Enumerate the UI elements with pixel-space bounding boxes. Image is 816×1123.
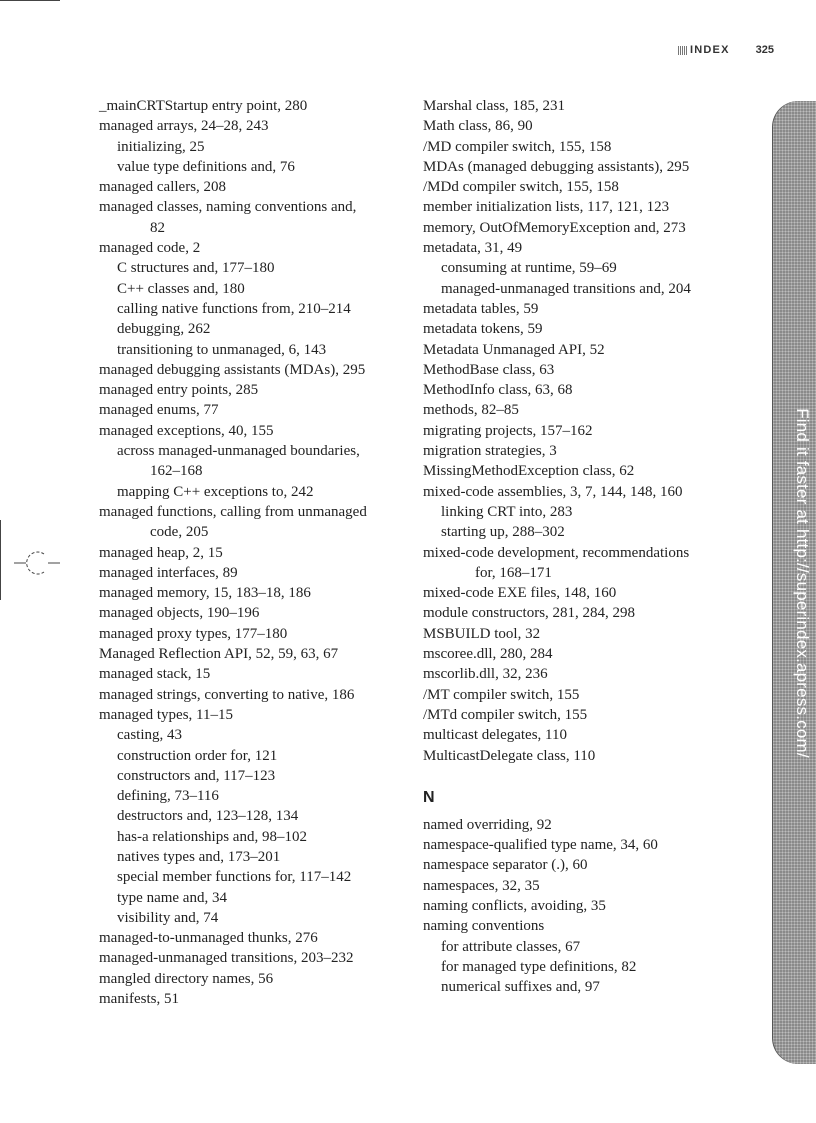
index-entry: transitioning to unmanaged, 6, 143 — [117, 341, 327, 358]
index-entry: debugging, 262 — [117, 321, 211, 338]
index-entry: 162–168 — [150, 463, 203, 480]
index-entry: type name and, 34 — [117, 889, 227, 906]
index-entry: _mainCRTStartup entry point, 280 — [99, 98, 308, 114]
index-entry: 82 — [150, 219, 165, 236]
index-entry: managed-unmanaged transitions, 203–232 — [99, 950, 354, 967]
index-entry: multicast delegates, 110 — [423, 727, 567, 744]
index-entry: constructors and, 117–123 — [117, 767, 276, 784]
index-entry: MulticastDelegate class, 110 — [423, 747, 596, 764]
index-entry: migrating projects, 157–162 — [423, 422, 593, 439]
index-entry: MethodInfo class, 63, 68 — [423, 382, 573, 399]
index-entry: memory, OutOfMemoryException and, 273 — [423, 219, 686, 236]
index-entry: for attribute classes, 67 — [441, 938, 581, 955]
index-entry: Math class, 86, 90 — [423, 118, 533, 135]
index-entry: mscoree.dll, 280, 284 — [423, 646, 553, 663]
page-number: 325 — [755, 44, 774, 56]
running-header — [678, 44, 774, 56]
index-entry: has-a relationships and, 98–102 — [117, 828, 307, 845]
crop-mark-left — [0, 520, 1, 600]
index-entry: visibility and, 74 — [117, 909, 219, 926]
index-entry: migration strategies, 3 — [423, 443, 557, 460]
index-entry: C++ classes and, 180 — [117, 280, 245, 297]
index-entry: managed-to-unmanaged thunks, 276 — [99, 930, 318, 947]
index-entry: code, 205 — [150, 524, 209, 541]
crop-mark-top — [0, 0, 60, 1]
index-entry: construction order for, 121 — [117, 747, 278, 764]
index-entry: manifests, 51 — [99, 991, 179, 1008]
index-column-right — [423, 96, 753, 997]
index-entry: member initialization lists, 117, 121, 123 — [423, 199, 670, 216]
index-entry: /MT compiler switch, 155 — [423, 686, 580, 703]
index-entry: defining, 73–116 — [117, 788, 219, 805]
index-entry: mixed-code assemblies, 3, 7, 144, 148, 160 — [423, 483, 683, 500]
index-entry: methods, 82–85 — [423, 402, 519, 419]
index-entry: MDAs (managed debugging assistants), 295 — [423, 158, 690, 175]
index-entry: naming conflicts, avoiding, 35 — [423, 897, 606, 914]
index-entry: naming conventions — [423, 918, 545, 935]
index-entry: calling native functions from, 210–214 — [117, 300, 351, 317]
index-entry: destructors and, 123–128, 134 — [117, 808, 299, 825]
section-letter-n: N — [423, 788, 435, 806]
header-section: INDEX — [690, 44, 730, 56]
index-entry: managed debugging assistants (MDAs), 295 — [99, 361, 366, 378]
index-entry: numerical suffixes and, 97 — [441, 979, 600, 996]
index-entry: MissingMethodException class, 62 — [423, 463, 635, 480]
index-entry: managed classes, naming conventions and, — [99, 199, 357, 216]
index-entry: across managed-unmanaged boundaries, — [117, 443, 360, 460]
index-entry: mangled directory names, 56 — [99, 970, 274, 987]
index-entry: managed heap, 2, 15 — [99, 544, 223, 561]
index-entry: starting up, 288–302 — [441, 524, 565, 541]
index-entry: MethodBase class, 63 — [423, 361, 555, 378]
index-entry: /MDd compiler switch, 155, 158 — [423, 179, 619, 196]
index-entry: managed entry points, 285 — [99, 382, 259, 399]
index-entry: namespace separator (.), 60 — [423, 857, 588, 874]
index-entry: initializing, 25 — [117, 138, 205, 155]
index-entry: managed callers, 208 — [99, 179, 227, 196]
index-entry: for, 168–171 — [475, 564, 552, 581]
index-entry: namespaces, 32, 35 — [423, 877, 540, 894]
index-entry: mapping C++ exceptions to, 242 — [117, 483, 314, 500]
thumb-tab-text: Find it faster at http://superindex.apress.com/ — [793, 407, 812, 758]
index-entry: managed stack, 15 — [99, 666, 211, 683]
index-entry: special member functions for, 117–142 — [117, 869, 352, 886]
index-entry: managed arrays, 24–28, 243 — [99, 118, 269, 135]
thumb-tab — [772, 101, 816, 1064]
index-entry: managed proxy types, 177–180 — [99, 625, 288, 642]
index-entry: metadata tokens, 59 — [423, 321, 543, 338]
index-entry: Metadata Unmanaged API, 52 — [423, 341, 605, 358]
index-entry: named overriding, 92 — [423, 816, 552, 833]
index-entry: namespace-qualified type name, 34, 60 — [423, 837, 658, 854]
index-entry: casting, 43 — [117, 727, 182, 744]
index-entry: metadata, 31, 49 — [423, 240, 523, 257]
index-entry: mixed-code EXE files, 148, 160 — [423, 585, 617, 602]
header-marker-icon — [678, 46, 687, 55]
index-entry: linking CRT into, 283 — [441, 503, 573, 520]
index-entry: managed interfaces, 89 — [99, 564, 238, 581]
index-entry: metadata tables, 59 — [423, 300, 539, 317]
index-entry: managed code, 2 — [99, 240, 201, 257]
index-entry: Managed Reflection API, 52, 59, 63, 67 — [99, 646, 339, 663]
registration-mark-icon — [14, 548, 60, 578]
index-entry: managed-unmanaged transitions and, 204 — [441, 280, 691, 297]
index-entry: for managed type definitions, 82 — [441, 958, 637, 975]
index-entry: /MTd compiler switch, 155 — [423, 706, 588, 723]
index-column-left — [99, 96, 409, 1009]
index-entry: /MD compiler switch, 155, 158 — [423, 138, 612, 155]
index-entry: MSBUILD tool, 32 — [423, 625, 541, 642]
index-entry: mscorlib.dll, 32, 236 — [423, 666, 548, 683]
index-entry: managed exceptions, 40, 155 — [99, 422, 274, 439]
index-entry: managed types, 11–15 — [99, 706, 233, 723]
index-entry: consuming at runtime, 59–69 — [441, 260, 617, 277]
index-entry: natives types and, 173–201 — [117, 848, 281, 865]
index-entry: managed functions, calling from unmanaged — [99, 503, 367, 520]
index-entry: C structures and, 177–180 — [117, 260, 275, 277]
index-entry: managed enums, 77 — [99, 402, 219, 419]
index-entry: managed objects, 190–196 — [99, 605, 260, 622]
index-entry: managed memory, 15, 183–18, 186 — [99, 585, 311, 602]
index-entry: module constructors, 281, 284, 298 — [423, 605, 636, 622]
index-entry: mixed-code development, recommendations — [423, 544, 690, 561]
index-entry: Marshal class, 185, 231 — [423, 98, 566, 114]
index-entry: managed strings, converting to native, 186 — [99, 686, 355, 703]
index-entry: value type definitions and, 76 — [117, 158, 295, 175]
